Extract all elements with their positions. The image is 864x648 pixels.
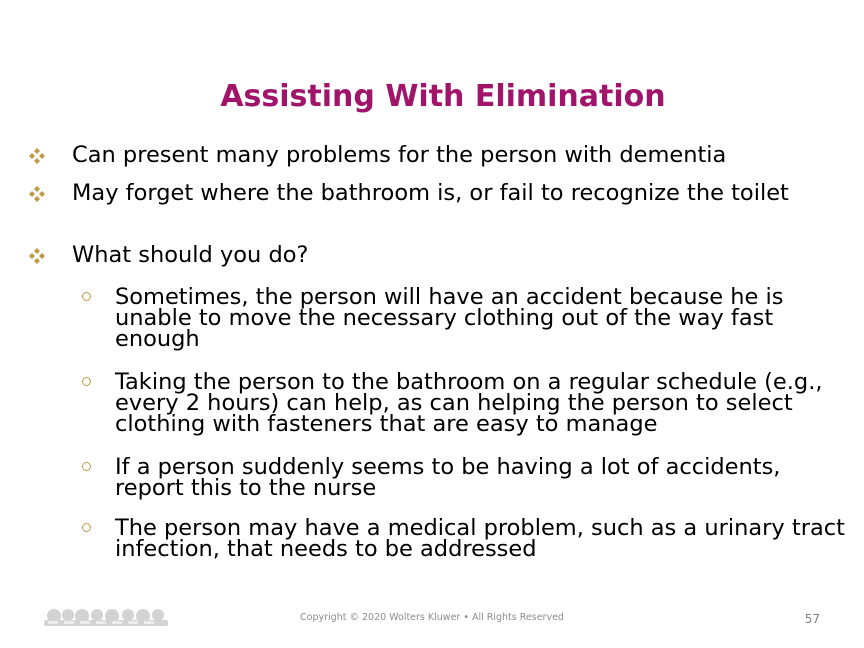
bullet-item — [72, 180, 832, 206]
circle-bullet-icon — [82, 377, 91, 386]
copyright-notice: Copyright © 2020 Wolters Kluwer • All Rights Reserved — [300, 612, 564, 623]
bullet-text: What should you do? — [72, 242, 309, 268]
sub-bullet-item — [115, 515, 845, 562]
bullet-text: The person may have a medical problem, such as a urinary tract infection, that needs to be addressed — [115, 515, 845, 562]
circle-bullet-icon — [82, 462, 91, 471]
diamond-bullet-icon — [28, 247, 46, 265]
bullet-item — [72, 142, 832, 168]
bullet-text: May forget where the bathroom is, or fail to recognize the toilet — [72, 180, 789, 206]
bullet-text: If a person suddenly seems to be having a lot of accidents, report this to the nurse — [115, 454, 781, 501]
circle-bullet-icon — [82, 292, 91, 301]
slide-title: Assisting With Elimination — [220, 79, 666, 114]
diamond-bullet-icon — [28, 147, 46, 165]
bullet-text: Sometimes, the person will have an accident because he is unable to move the necessary clothing out of the way fast enough — [115, 284, 784, 352]
sub-bullet-item — [115, 369, 845, 437]
sub-bullet-item — [115, 454, 845, 501]
sub-bullet-item — [115, 284, 845, 352]
page-number: 57 — [804, 612, 820, 626]
bullet-text: Taking the person to the bathroom on a regular schedule (e.g., every 2 hours) can help, as can helping the person to select clothing with fasteners that are easy to manage — [115, 369, 823, 437]
circle-bullet-icon — [82, 523, 91, 532]
diamond-bullet-icon — [28, 185, 46, 203]
bullet-item — [72, 242, 832, 268]
bullet-text: Can present many problems for the person with dementia — [72, 142, 727, 168]
